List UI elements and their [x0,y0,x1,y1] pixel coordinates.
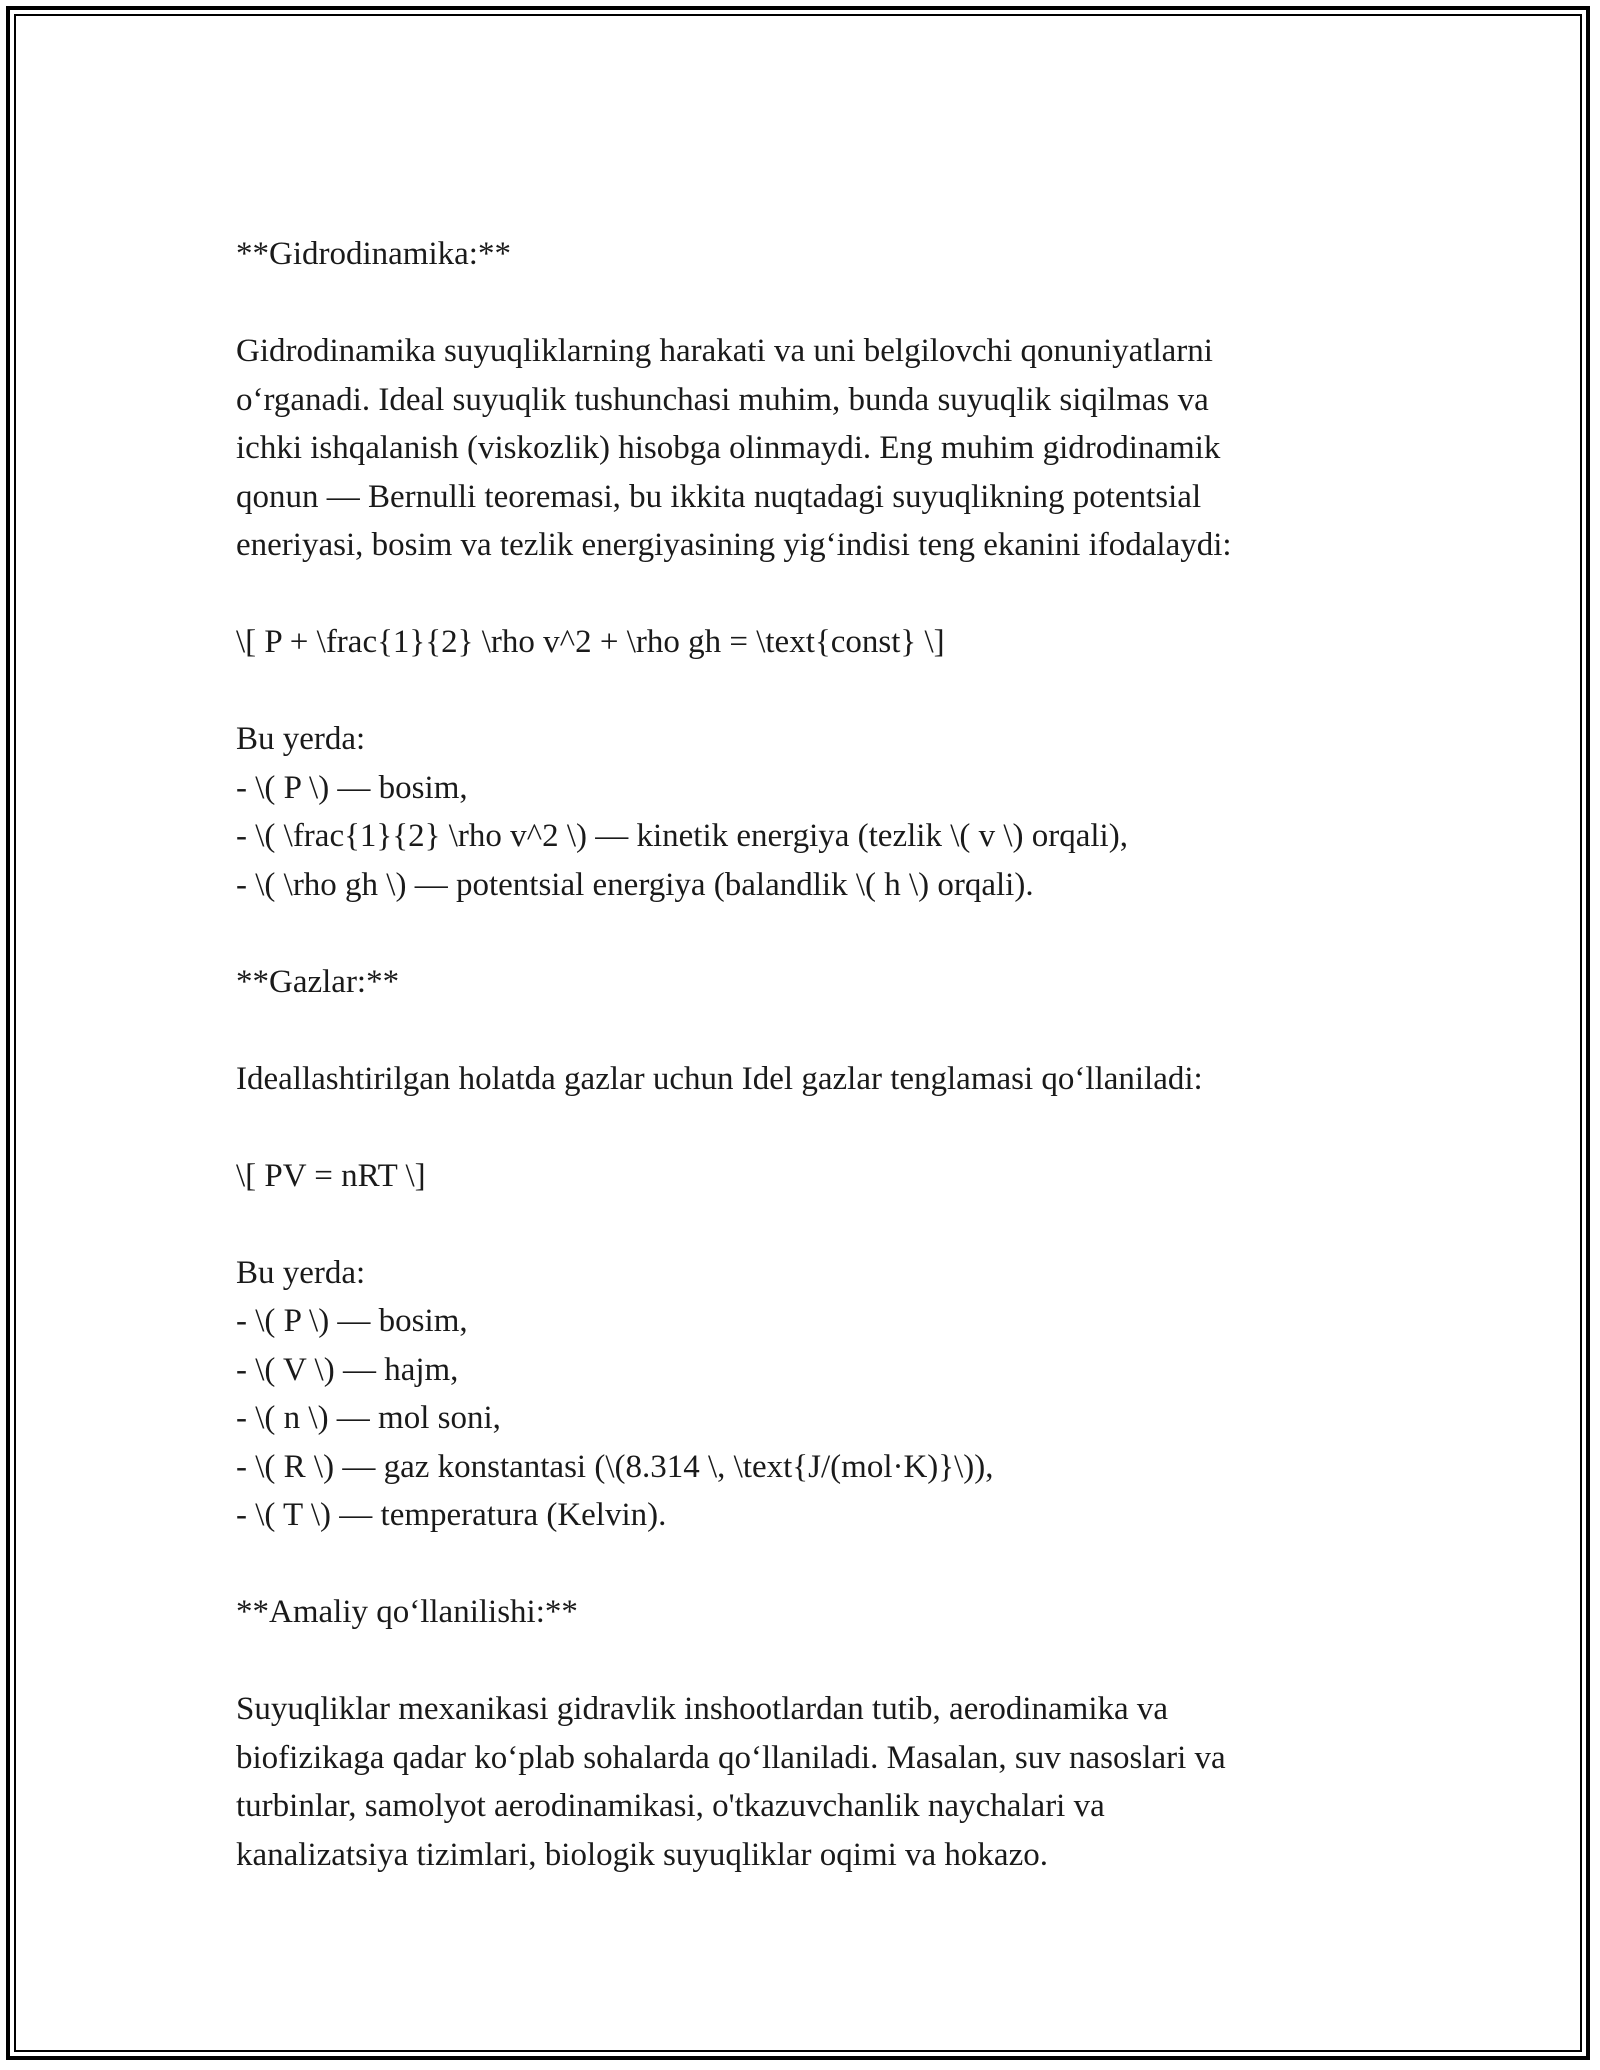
section-heading-gazlar: **Gazlar:** [236,963,400,1000]
paragraph-line: biofizikaga qadar ko‘plab sohalarda qo‘llaniladi. Masalan, suv nasoslari va [236,1739,1226,1776]
list-item: - \( T \) — temperatura (Kelvin). [236,1497,667,1533]
section-heading-amaliy: **Amaliy qo‘llanilishi:** [236,1594,578,1630]
paragraph-line: turbinlar, samolyot aerodinamikasi, o'tkazuvchanlik naychalari va [236,1788,1105,1824]
list-item: - \( \frac{1}{2} \rho v^2 \) — kinetik energiya (tezlik \( v \) orqali), [236,818,1128,854]
section-heading-gidrodinamika: **Gidrodinamika:** [236,236,511,272]
paragraph-line: ichki ishqalanish (viskozlik) hisobga olinmaydi. Eng muhim gidrodinamik [236,430,1221,466]
gidrodinamika-paragraph [236,327,1366,570]
list-item: - \( \rho gh \) — potentsial energiya (balandlik \( h \) orqali). [236,866,1034,903]
gazlar-paragraph: Ideallashtirilgan holatda gazlar uchun Idel gazlar tenglamasi qo‘llaniladi: [236,1060,1203,1097]
paragraph-line: kanalizatsiya tizimlari, biologik suyuqliklar oqimi va hokazo. [236,1836,1048,1873]
paragraph-line: eneriyasi, bosim va tezlik energiyasining yig‘indisi teng ekanini ifodalaydi: [236,527,1232,563]
list-item: - \( n \) — mol soni, [236,1400,501,1436]
where-label: Bu yerda: [236,1254,366,1291]
ideal-gas-formula: \[ PV = nRT \] [236,1157,426,1194]
paragraph-line: Suyuqliklar mexanikasi gidravlik inshootlardan tutib, aerodinamika va [236,1691,1169,1727]
paragraph-line: o‘rganadi. Ideal suyuqlik tushunchasi muhim, bunda suyuqlik siqilmas va [236,381,1209,418]
paragraph-line: qonun — Bernulli teoremasi, bu ikkita nuqtadagi suyuqlikning potentsial [236,478,1202,515]
bernoulli-formula: \[ P + \frac{1}{2} \rho v^2 + \rho gh = \text{const} \] [236,624,945,660]
list-item: - \( P \) — bosim, [236,1303,468,1339]
list-item: - \( R \) — gaz konstantasi (\(8.314 \, \text{J/(mol·K)}\)), [236,1448,994,1485]
paragraph-line: Gidrodinamika suyuqliklarning harakati va uni belgilovchi qonuniyatlarni [236,333,1213,369]
where-label: Bu yerda: [236,721,366,757]
list-item: - \( P \) — bosim, [236,769,468,806]
document-body [236,230,1366,1879]
amaliy-paragraph [236,1685,1366,1879]
list-item: - \( V \) — hajm, [236,1351,459,1388]
